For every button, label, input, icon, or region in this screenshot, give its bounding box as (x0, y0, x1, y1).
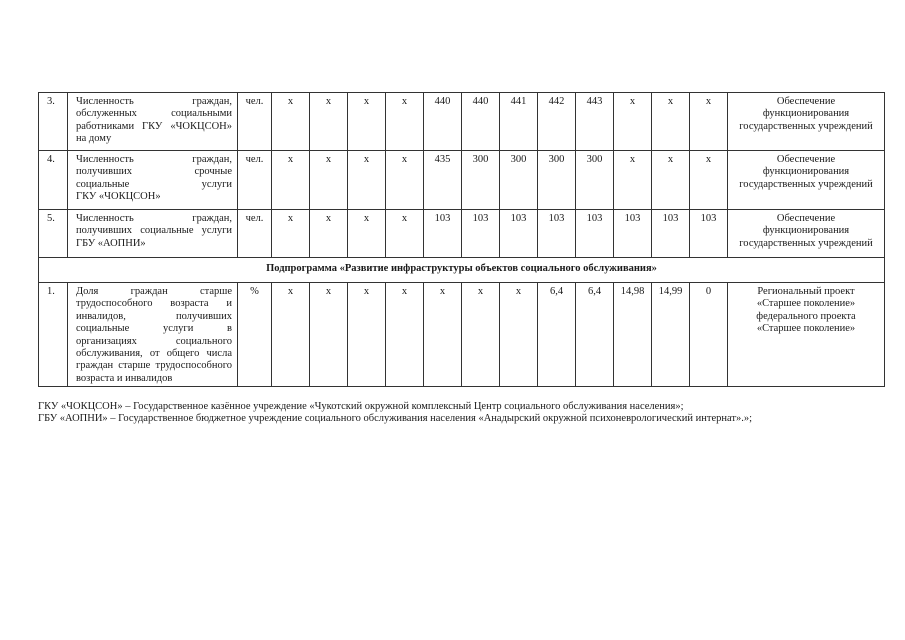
description-line: инвалидов, получивших (76, 310, 232, 322)
indicator-description-cell (68, 151, 238, 210)
value-cell: 440 (462, 93, 500, 151)
row-number-cell: 4. (39, 151, 68, 210)
note-line: государственных учреждений (739, 178, 873, 190)
value-cell: х (462, 283, 500, 387)
description-line: ГБУ «АОПНИ» (76, 237, 146, 249)
value-cell: 103 (614, 210, 652, 258)
table-row (39, 151, 885, 210)
footnotes (38, 401, 898, 425)
value-cell: 103 (500, 210, 538, 258)
note-line: федерального проекта (756, 310, 856, 322)
description-line: организациях социального (76, 335, 232, 347)
value-cell: 103 (652, 210, 690, 258)
description-line: работниками ГКУ «ЧОКЦСОН» (76, 120, 232, 132)
value-cell: х (500, 283, 538, 387)
value-cell: 14,99 (652, 283, 690, 387)
description-line: Доля граждан старше (76, 286, 232, 297)
value-cell: 6,4 (538, 283, 576, 387)
value-cell: х (614, 151, 652, 210)
value-cell: 14,98 (614, 283, 652, 387)
note-line: функционирования (762, 108, 850, 120)
note-line: государственных учреждений (739, 120, 873, 132)
note-line: Обеспечение (776, 96, 836, 107)
value-cell: 103 (538, 210, 576, 258)
value-cell: х (614, 93, 652, 151)
value-cell: 442 (538, 93, 576, 151)
value-cell: х (386, 210, 424, 258)
value-cell: 440 (424, 93, 462, 151)
value-cell: х (310, 210, 348, 258)
value-cell: х (386, 151, 424, 210)
value-cell: х (310, 151, 348, 210)
value-cell: 300 (500, 151, 538, 210)
value-cell: х (386, 93, 424, 151)
value-cell: 103 (424, 210, 462, 258)
unit-cell: чел. (238, 210, 272, 258)
value-cell: 443 (576, 93, 614, 151)
section-row (39, 258, 885, 283)
value-cell: х (348, 210, 386, 258)
value-cell: 300 (538, 151, 576, 210)
value-cell: х (272, 210, 310, 258)
description-line: возраста и инвалидов (76, 372, 173, 384)
row-number-cell: 3. (39, 93, 68, 151)
description-line: трудоспособного возраста и (76, 298, 232, 310)
value-cell: 103 (576, 210, 614, 258)
value-cell: х (424, 283, 462, 387)
value-cell: 103 (690, 210, 728, 258)
value-cell: х (348, 93, 386, 151)
note-line: Региональный проект (757, 286, 855, 297)
description-line: социальные услуги в (76, 323, 232, 335)
value-cell: 435 (424, 151, 462, 210)
value-cell: х (272, 151, 310, 210)
note-line: функционирования (762, 166, 850, 178)
value-cell: 103 (462, 210, 500, 258)
note-line: Обеспечение (776, 213, 836, 224)
value-cell: 300 (576, 151, 614, 210)
note-cell (728, 93, 885, 151)
value-cell: х (690, 151, 728, 210)
description-line: социальные услуги (76, 178, 232, 190)
table-row (39, 210, 885, 258)
description-line: Численность граждан, (76, 213, 232, 224)
indicator-description-cell (68, 210, 238, 258)
description-line: получивших социальные услуги (76, 225, 232, 237)
note-cell (728, 283, 885, 387)
table-row (39, 93, 885, 151)
value-cell: х (690, 93, 728, 151)
value-cell: х (310, 93, 348, 151)
footnote: ГКУ «ЧОКЦСОН» – Государственное казённое учреждение «Чукотский окружной комплексный Центр социального обслуживания населения»; (38, 401, 684, 412)
description-line: ГКУ «ЧОКЦСОН» (76, 191, 161, 203)
value-cell: х (348, 283, 386, 387)
unit-cell: % (238, 283, 272, 387)
value-cell: 300 (462, 151, 500, 210)
value-cell: 6,4 (576, 283, 614, 387)
value-cell: х (652, 93, 690, 151)
value-cell: 0 (690, 283, 728, 387)
footnote: ГБУ «АОПНИ» – Государственное бюджетное учреждение социального обслуживания населения «Анадырский окружной психоневрологический интернат».»; (38, 413, 753, 424)
value-cell: х (272, 93, 310, 151)
description-line: обслуженных социальными (76, 108, 232, 120)
indicator-description-cell (68, 93, 238, 151)
note-line: Обеспечение (776, 154, 836, 165)
table-row (39, 283, 885, 387)
description-line: обслуживания, от общего числа (76, 348, 232, 360)
unit-cell: чел. (238, 151, 272, 210)
description-line: получивших срочные (76, 166, 232, 178)
unit-cell: чел. (238, 93, 272, 151)
description-line: Численность граждан, (76, 96, 232, 107)
row-number-cell: 1. (39, 283, 68, 387)
section-title: Подпрограмма «Развитие инфраструктуры объектов социального обслуживания» (39, 258, 885, 283)
description-line: Численность граждан, (76, 154, 232, 165)
value-cell: х (348, 151, 386, 210)
note-cell (728, 210, 885, 258)
value-cell: х (310, 283, 348, 387)
value-cell: 441 (500, 93, 538, 151)
value-cell: х (386, 283, 424, 387)
indicator-description-cell (68, 283, 238, 387)
note-cell (728, 151, 885, 210)
description-line: граждан старше трудоспособного (76, 360, 232, 372)
value-cell: х (652, 151, 690, 210)
note-line: «Старшее поколение» (756, 323, 856, 335)
note-line: государственных учреждений (739, 237, 873, 249)
indicators-table (38, 92, 885, 387)
note-line: «Старшее поколение» (756, 298, 856, 310)
description-line: на дому (76, 133, 112, 145)
note-line: функционирования (762, 225, 850, 237)
row-number-cell: 5. (39, 210, 68, 258)
indicators-table-body (39, 93, 885, 387)
value-cell: х (272, 283, 310, 387)
